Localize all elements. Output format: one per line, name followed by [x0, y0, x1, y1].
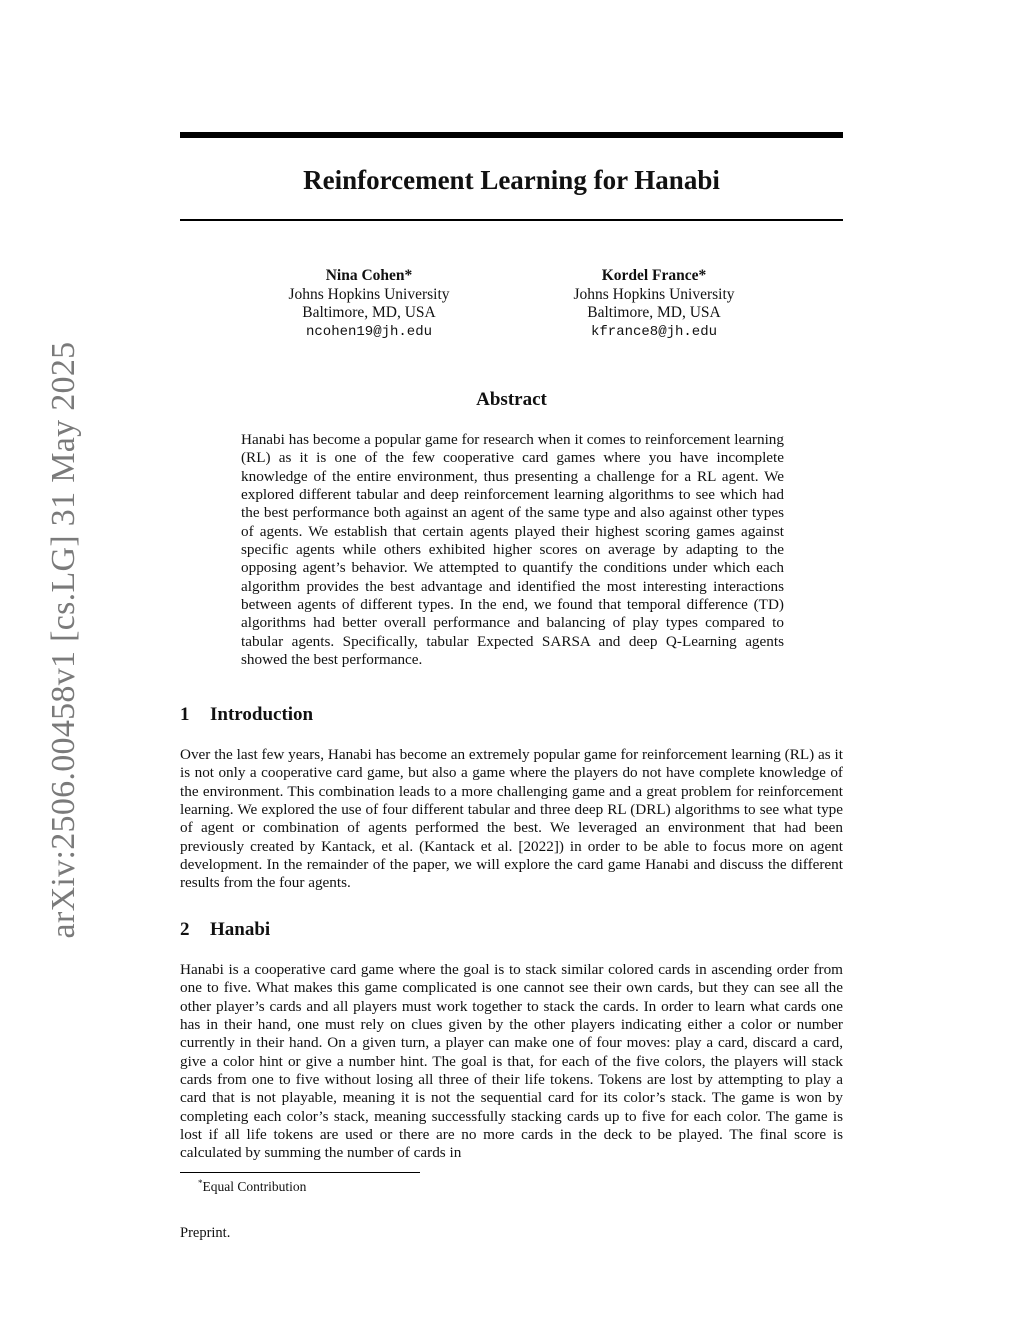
author-location: Baltimore, MD, USA [302, 304, 436, 321]
title-bottom-rule [180, 219, 843, 221]
footnote-marker: * [198, 1178, 203, 1188]
author-block-2 [524, 267, 784, 341]
preprint-footer: Preprint. [180, 1225, 231, 1241]
section-number: 1 [180, 704, 190, 725]
author-email: kfrance8@jh.edu [590, 323, 718, 340]
abstract-body: Hanabi has become a popular game for research when it comes to reinforcement learning (RL) as it is one of the few cooperative card games where you have incomplete knowledge of the entire environment, thus presenting a challenge for a RL agent. We explored different tabular and deep reinforcement learning algorithms to see which had the best performance both against an agent of the same type and also against other types of agents. We establish that certain agents played their highest scoring games against specific agents while others exhibited higher scores on average by adapting to the opposing agent’s behavior. We attempted to quantify the conditions under which each algorithm provides the best advantage and identified the most interesting interactions between agents of different types. In the end, we found that temporal difference (TD) algorithms had better overall performance and balancing of play types compared to tabular agents. Specifically, tabular Expected SARSA and deep Q-Learning agents showed the best performance. [241, 431, 784, 669]
author-location: Baltimore, MD, USA [587, 304, 721, 321]
section-title: Introduction [210, 704, 314, 725]
footnote-text: Equal Contribution [202, 1179, 307, 1194]
section-title: Hanabi [210, 919, 271, 940]
title-top-rule [180, 132, 843, 138]
author-name: Nina Cohen* [325, 267, 413, 284]
section-number: 2 [180, 919, 190, 940]
introduction-paragraph: Over the last few years, Hanabi has become an extremely popular game for reinforcement learning (RL) as it is not only a cooperative card game, but also a game where the players do not have complete knowledge of the environment. This combination leads to a more challenging game and a great problem for reinforcement learning. We explored the use of four different tabular and three deep RL (DRL) algorithms to see what type of agent or combination of agents performed the best. We leveraged an environment that had been previously created by Kantack, et al. (Kantack et al. [2022]) in order to be able to focus more on agent development. In the remainder of the paper, we will explore the card game Hanabi and discuss the different results from the four agents. [180, 746, 843, 892]
footnote [198, 1175, 306, 1195]
author-email: ncohen19@jh.edu [305, 323, 433, 340]
arxiv-identifier-stamp: arXiv:2506.00458v1 [cs.LG] 31 May 2025 [45, 341, 82, 939]
hanabi-paragraph: Hanabi is a cooperative card game where the goal is to stack similar colored cards in ascending order from one to five. What makes this game complicated is one cannot see their own cards, but they can see all the other player’s cards and all players must work together to stack the cards. In order to learn what cards one has in their hand, one must rely on clues given by the other players indicating either a color or number currently in their hand. On a given turn, a player can make one of four moves: play a card, discard a card, give a color hint or give a number hint. The goal is that, for each of the five colors, the players will stack cards from one to five without losing all three of their life tokens. Tokens are lost by attempting to play a card that is not playable, meaning it is not the sequential card for its color’s stack. The game is won by completing each color’s stack, meaning successfully stacking cards up to five for each color. The game is lost if all life tokens are used or there are no more cards in the deck to be played. The final score is calculated by summing the number of cards in [180, 961, 843, 1162]
section-heading-hanabi [180, 918, 843, 942]
abstract-heading: Abstract [476, 389, 547, 410]
author-name: Kordel France* [601, 267, 707, 284]
author-affiliation: Johns Hopkins University [288, 285, 450, 303]
paper-title: Reinforcement Learning for Hanabi [303, 165, 720, 195]
author-block-1 [239, 267, 499, 341]
footnote-rule [180, 1172, 420, 1173]
section-heading-introduction [180, 703, 843, 727]
author-affiliation: Johns Hopkins University [573, 285, 735, 303]
